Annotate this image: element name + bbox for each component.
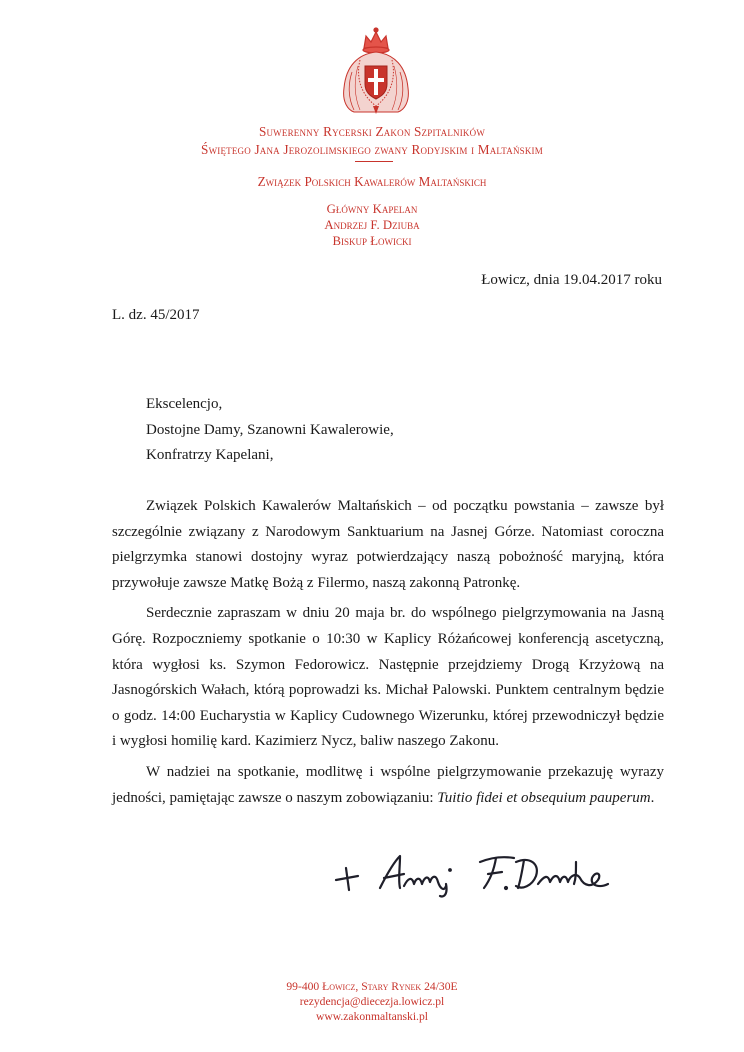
- greeting-line-1: Ekscelencjo,: [146, 396, 223, 412]
- footer-email: rezydencja@diecezja.lowicz.pl: [299, 995, 445, 1008]
- greeting-line-2: Dostojne Damy, Szanowni Kawalerowie,: [146, 422, 394, 438]
- paragraph-3-text: W nadziei na spotkanie, modlitwę i wspólne pielgrzymowanie przekazuję wyrazy jedności, pamiętając zawsze o naszym zobowiązaniu:: [112, 763, 664, 806]
- greeting-line-3: Konfratrzy Kapelani,: [146, 447, 274, 463]
- footer-address: 99-400 Łowicz, Stary Rynek 24/30E: [286, 980, 458, 993]
- order-motto: Tuitio fidei et obsequium pauperum: [437, 789, 651, 806]
- letterhead-order-line-2: Świętego Jana Jerozolimskiego zwany Rodyjskim i Maltańskim: [201, 142, 543, 157]
- letterhead-association: Związek Polskich Kawalerów Maltańskich: [257, 174, 487, 189]
- letterhead-name: Andrzej F. Dziuba: [324, 218, 420, 232]
- letterhead-title: Główny Kapelan: [326, 202, 418, 216]
- letter-body: [112, 494, 664, 816]
- footer-website: www.zakonmaltanski.pl: [316, 1010, 428, 1023]
- paragraph-1: Związek Polskich Kawalerów Maltańskich – od początku powstania – zawsze był szczególnie związany z Narodowym Sanktuarium na Jasnej Górze. Natomiast coroczna pielgrzymka stanowi dostojny wyraz potwierdzający naszą pobożność maryjną, która przywołuje zawsze Matkę Bożą z Filermo, naszą zakonną Patronkę.: [112, 498, 664, 591]
- paragraph-2: Serdecznie zapraszam w dniu 20 maja br. do wspólnego pielgrzymowania na Jasną Górę. Rozpoczniemy spotkanie o 10:30 w Kaplicy Różańcowej konferencją ascetyczną, która wygłosi ks. Szymon Fedorowicz. Następnie przejdziemy Drogą Krzyżową na Jasnogórskich Wałach, którą poprowadzi ks. Michał Palowski. Punktem centralnym będzie o godz. 14:00 Eucharystia w Kaplicy Cudownego Wizerunku, której przewodniczył będzie i wygłosi homilię kard. Kazimierz Nycz, baliw naszego Zakonu.: [112, 605, 664, 750]
- reference-number: L. dz. 45/2017: [112, 307, 200, 323]
- letterhead-order-line-1: Suwerenny Rycerski Zakon Szpitalników: [258, 124, 486, 139]
- order-of-malta-crest-icon: [338, 26, 414, 118]
- letter-date: Łowicz, dnia 19.04.2017 roku: [481, 272, 662, 288]
- handwritten-signature: [330, 848, 630, 898]
- letterhead-divider: [355, 161, 393, 162]
- paragraph-3-end: .: [650, 789, 655, 806]
- paragraph-3: [112, 760, 664, 811]
- letterhead-role: Biskup Łowicki: [332, 234, 412, 248]
